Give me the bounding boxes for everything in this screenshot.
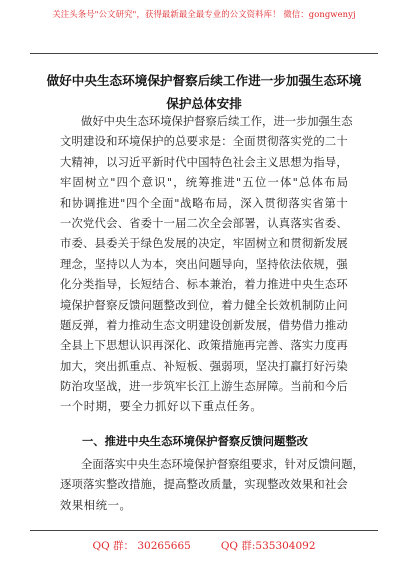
paragraph-line: 大 精 神 ， 以 习 近 平 新 时 代 中 国 特 色 社 会 主 义 思 想 为 指 导 ，	[60, 155, 348, 169]
paragraph-line: 加 大 ， 突 出 抓 重 点 、 补 短 板 、 强 弱 项 ， 坚 决 打 赢 打 好 污 染	[60, 359, 348, 373]
paragraph-line: 一个时期，要全力抓好以下重点任务。	[60, 400, 263, 414]
paragraph-line: 题 反 弹 ， 着 力 推 动 生 态 文 明 建 设 创 新 发 展 ， 借 势 借 力 推 动	[60, 318, 348, 332]
document-title-line-1: 做好中央生态环境保护督察后续工作进一步加强生态环境	[46, 73, 362, 88]
section-1-heading: 一、推进中央生态环境保护督察反馈问题整改	[82, 434, 308, 448]
paragraph-line: 一 次 党 代 会 、 省 委 十 一 届 二 次 全 会 部 署 ， 认 真 落 实 省 委 、	[60, 216, 348, 230]
footer-qq-group-2: QQ 群:535304092	[220, 540, 316, 552]
paragraph-line: 市 委 、 县 委 关 于 绿 色 发 展 的 决 定 ， 牢 固 树 立 和 贯 彻 新 发 展	[60, 237, 348, 251]
paragraph-line: 防 治 攻 坚 战 ， 进 一 步 筑 牢 长 江 上 游 生 态 屏 障 。 当 前 和 今 后	[60, 380, 348, 394]
paragraph-line: 全 面 落 实 中 央 生 态 环 境 保 护 督 察 组 要 求 ， 针 对 反 馈 问 题 ，	[81, 458, 364, 471]
paragraph-1	[60, 112, 353, 418]
paragraph-line: 做 好 中 央 生 态 环 境 保 护 督 察 后 续 工 作 ， 进 一 步 加 强 生 态	[81, 115, 353, 128]
paragraph-line: 牢 固 树 立 " 四 个 意 识 " ， 统 筹 推 进 " 五 位 一 体 " 总 体 布 局	[60, 176, 348, 190]
paragraph-line: 和 协 调 推 进 " 四 个 全 面 " 战 略 布 局 ， 深 入 贯 彻 落 实 省 第 十	[60, 196, 348, 210]
header-notice: 关注头条号"公文研究"，获得最新最全最专业的公文资料库！ 微信：gongwenyj	[52, 9, 356, 19]
document-title-line-2: 保护总体安排	[166, 96, 242, 111]
footer	[0, 538, 408, 553]
footer-qq-group-1: QQ 群： 30265665	[92, 540, 191, 552]
footer-divider	[30, 530, 378, 531]
paragraph-line: 效果相统一。	[60, 498, 132, 512]
paragraph-line: 逐 项 落 实 整 改 措 施 ， 提 高 整 改 质 量 ， 实 现 整 改 效 果 和 社 会	[60, 478, 348, 492]
paragraph-2	[60, 455, 364, 516]
paragraph-line: 文 明 建 设 和 环 境 保 护 的 总 要 求 是 ： 全 面 贯 彻 落 实 党 的 二 十	[60, 135, 348, 149]
paragraph-line: 境 保 护 督 察 反 馈 问 题 整 改 到 位 ， 着 力 健 全 长 效 机 制 防 止 问	[60, 298, 348, 312]
paragraph-line: 化 分 类 指 导 ， 长 短 结 合 、 标 本 兼 治 ， 着 力 推 进 中 央 生 态 环	[60, 278, 348, 292]
paragraph-line: 理 念 ， 坚 持 以 人 为 本 ， 突 出 问 题 导 向 ， 坚 持 依 法 依 规 ， 强	[60, 257, 348, 271]
paragraph-line: 全 县 上 下 思 想 认 识 再 深 化 、 政 策 措 施 再 完 善 、 落 实 力 度 再	[60, 339, 348, 353]
header-divider	[30, 53, 378, 54]
